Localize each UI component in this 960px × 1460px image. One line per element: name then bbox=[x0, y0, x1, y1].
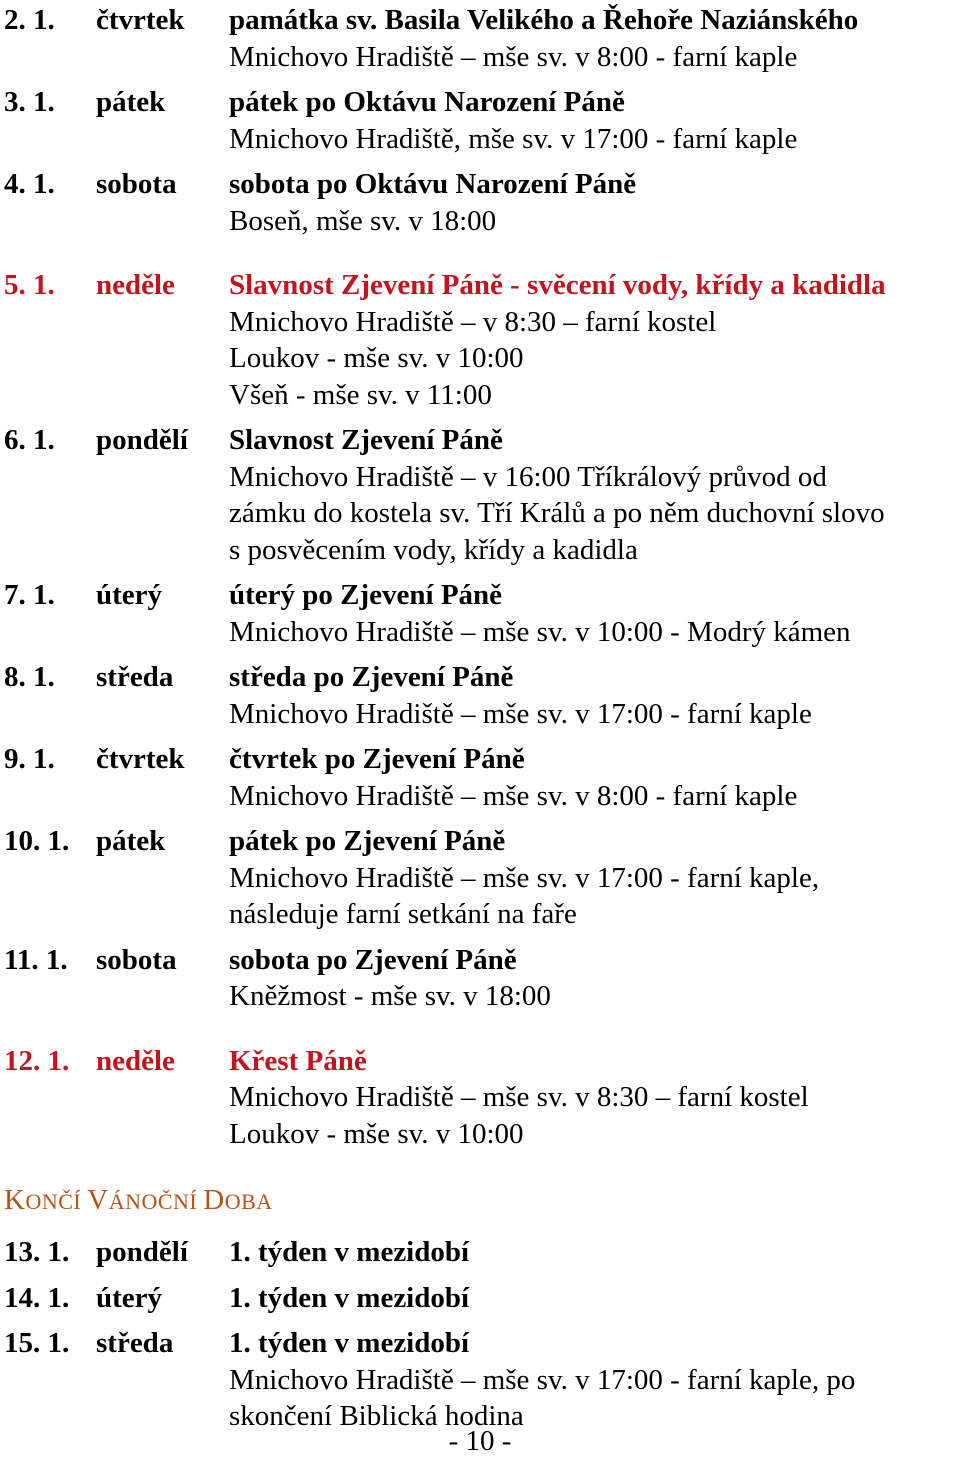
schedule-entry bbox=[0, 823, 960, 933]
entry-detail-line: Mnichovo Hradiště – mše sv. v 17:00 - farní kaple, bbox=[229, 861, 820, 894]
entry-body bbox=[229, 267, 960, 413]
entry-body bbox=[229, 659, 960, 732]
entry-weekday: úterý bbox=[96, 1281, 163, 1314]
entry-title: 1. týden v mezidobí bbox=[229, 1327, 470, 1359]
section-heading-text: ÁNOČNÍ bbox=[108, 1189, 204, 1214]
entry-weekday: pátek bbox=[96, 86, 166, 118]
entry-weekday: čtvrtek bbox=[96, 743, 185, 775]
entry-title: 1. týden v mezidobí bbox=[229, 1236, 470, 1268]
entry-detail-line: Mnichovo Hradiště, mše sv. v 17:00 - farní kaple bbox=[229, 122, 798, 155]
entry-title: čtvrtek po Zjevení Páně bbox=[229, 743, 525, 775]
schedule-entry bbox=[0, 422, 960, 568]
section-heading-letter: V bbox=[87, 1184, 109, 1216]
entry-weekday: pátek bbox=[96, 825, 166, 857]
entry-date: 11. 1. bbox=[4, 943, 68, 976]
entry-body bbox=[229, 2, 960, 75]
entry-weekday: středa bbox=[96, 661, 174, 693]
entry-body bbox=[229, 1325, 960, 1435]
entry-title: 1. týden v mezidobí bbox=[229, 1281, 470, 1314]
entry-weekday: úterý bbox=[96, 579, 163, 611]
entry-detail-line: Loukov - mše sv. v 10:00 bbox=[229, 1117, 524, 1150]
entry-date: 5. 1. bbox=[4, 269, 55, 301]
entry-detail-line: zámku do kostela sv. Tří Králů a po něm duchovní slovo bbox=[229, 497, 885, 529]
section-heading-text: ONČÍ bbox=[25, 1189, 88, 1214]
entry-body bbox=[229, 1280, 960, 1317]
entry-detail-line: následuje farní setkání na faře bbox=[229, 898, 577, 930]
schedule-entry bbox=[0, 942, 960, 1015]
entry-date: 12. 1. bbox=[4, 1044, 70, 1077]
entry-body bbox=[229, 942, 960, 1015]
entry-title: pátek po Oktávu Narození Páně bbox=[229, 86, 625, 118]
schedule-entry bbox=[0, 1043, 960, 1153]
entry-weekday: čtvrtek bbox=[96, 4, 185, 36]
entry-body bbox=[229, 1043, 960, 1153]
schedule-entry bbox=[0, 1325, 960, 1435]
section-heading-letter: D bbox=[203, 1184, 225, 1216]
entry-date: 4. 1. bbox=[4, 168, 55, 200]
entry-weekday: pondělí bbox=[96, 1236, 188, 1268]
entry-title: Slavnost Zjevení Páně bbox=[229, 424, 503, 456]
entry-date: 2. 1. bbox=[4, 4, 55, 36]
entry-body bbox=[229, 741, 960, 814]
entry-weekday: neděle bbox=[96, 269, 175, 301]
entry-title: pátek po Zjevení Páně bbox=[229, 825, 506, 857]
entry-weekday: pondělí bbox=[96, 424, 188, 456]
schedule-entry bbox=[0, 267, 960, 413]
entry-body bbox=[229, 422, 960, 568]
entry-body bbox=[229, 823, 960, 933]
entry-detail-line: Mnichovo Hradiště – mše sv. v 8:00 - farní kaple bbox=[229, 40, 798, 73]
entry-date: 8. 1. bbox=[4, 661, 55, 693]
entry-date: 14. 1. bbox=[4, 1281, 70, 1314]
entry-title: Křest Páně bbox=[229, 1044, 367, 1077]
entry-body bbox=[229, 577, 960, 650]
page-number: - 10 - bbox=[448, 1425, 512, 1457]
entry-detail-line: Boseň, mše sv. v 18:00 bbox=[229, 204, 497, 237]
schedule-entry bbox=[0, 1234, 960, 1271]
schedule-list-ordinary-time bbox=[0, 1234, 960, 1435]
section-heading bbox=[0, 1182, 960, 1220]
entry-title: Slavnost Zjevení Páně - svěcení vody, křídy a kadidla bbox=[229, 269, 886, 301]
schedule-entry bbox=[0, 166, 960, 239]
entry-date: 3. 1. bbox=[4, 86, 55, 118]
entry-weekday: sobota bbox=[96, 168, 177, 200]
entry-date: 13. 1. bbox=[4, 1236, 70, 1268]
entry-title: sobota po Oktávu Narození Páně bbox=[229, 168, 637, 200]
entry-detail-line: Mnichovo Hradiště – v 8:30 – farní kostel bbox=[229, 305, 717, 338]
entry-detail-line: Všeň - mše sv. v 11:00 bbox=[229, 378, 492, 411]
entry-date: 10. 1. bbox=[4, 825, 70, 857]
entry-date: 15. 1. bbox=[4, 1327, 70, 1359]
entry-date: 9. 1. bbox=[4, 743, 55, 775]
section-heading-text: OBA bbox=[224, 1189, 273, 1214]
entry-date: 7. 1. bbox=[4, 579, 55, 611]
schedule-entry bbox=[0, 577, 960, 650]
entry-weekday: sobota bbox=[96, 943, 177, 976]
schedule-entry bbox=[0, 1280, 960, 1317]
entry-title: památka sv. Basila Velikého a Řehoře Naziánského bbox=[229, 4, 859, 36]
entry-title: středa po Zjevení Páně bbox=[229, 661, 514, 693]
entry-detail-line: Loukov - mše sv. v 10:00 bbox=[229, 342, 524, 374]
entry-date: 6. 1. bbox=[4, 424, 55, 456]
entry-detail-line: Mnichovo Hradiště – mše sv. v 17:00 - farní kaple, po bbox=[229, 1363, 856, 1396]
entry-body bbox=[229, 166, 960, 239]
schedule-entry bbox=[0, 741, 960, 814]
entry-detail-line: s posvěcením vody, křídy a kadidla bbox=[229, 533, 638, 566]
schedule-entry bbox=[0, 2, 960, 75]
entry-detail-line: Mnichovo Hradiště – mše sv. v 8:30 – farní kostel bbox=[229, 1081, 809, 1113]
section-heading-letter: K bbox=[4, 1184, 26, 1216]
schedule-entry bbox=[0, 659, 960, 732]
entry-title: úterý po Zjevení Páně bbox=[229, 579, 503, 611]
entry-detail-line: Mnichovo Hradiště – mše sv. v 10:00 - Modrý kámen bbox=[229, 615, 851, 648]
entry-detail-line: Mnichovo Hradiště – v 16:00 Tříkrálový průvod od bbox=[229, 460, 827, 493]
entry-body bbox=[229, 1234, 960, 1271]
schedule-list bbox=[0, 2, 960, 1152]
entry-title: sobota po Zjevení Páně bbox=[229, 943, 517, 976]
entry-weekday: středa bbox=[96, 1327, 174, 1359]
entry-weekday: neděle bbox=[96, 1044, 175, 1077]
entry-body bbox=[229, 84, 960, 157]
entry-detail-line: Mnichovo Hradiště – mše sv. v 17:00 - farní kaple bbox=[229, 697, 812, 730]
entry-detail-line: Mnichovo Hradiště – mše sv. v 8:00 - farní kaple bbox=[229, 779, 798, 812]
entry-detail-line: Kněžmost - mše sv. v 18:00 bbox=[229, 980, 551, 1012]
entry-detail-line: skončení Biblická hodina bbox=[229, 1400, 524, 1432]
schedule-entry bbox=[0, 84, 960, 157]
